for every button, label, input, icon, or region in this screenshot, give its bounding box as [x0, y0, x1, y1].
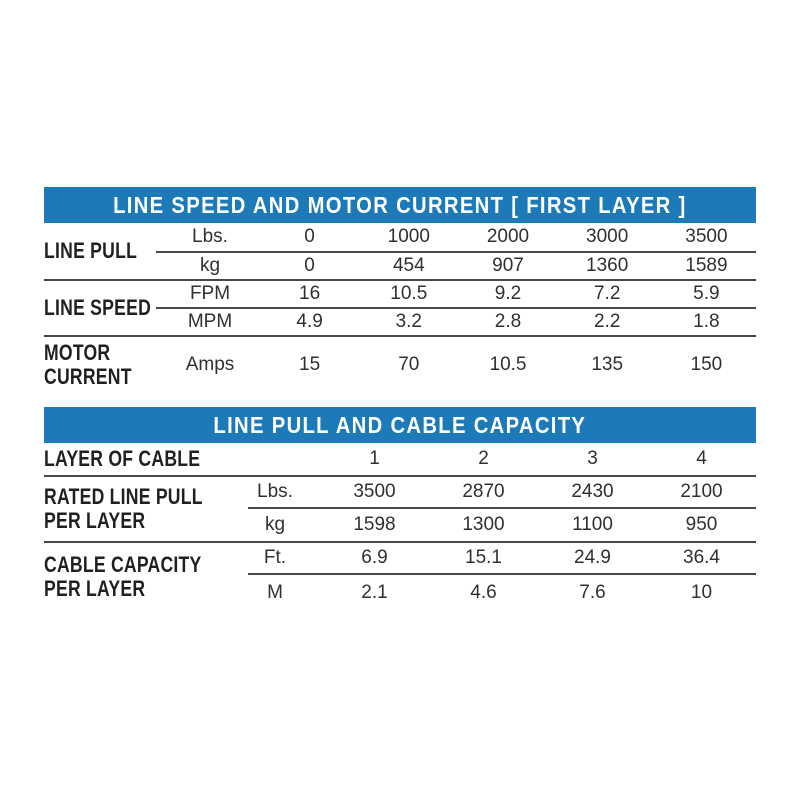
- value-cell: 2.8: [494, 311, 522, 332]
- group-rated-line-pull-label: RATED LINE PULL PER LAYER: [44, 483, 203, 533]
- unit-cell: M: [267, 582, 283, 603]
- value-cell: 1589: [685, 255, 728, 276]
- value-cell: 36.4: [683, 547, 720, 568]
- group-layer-of-cable: [44, 443, 756, 475]
- value-cell: 0: [304, 226, 315, 247]
- value-cell: 907: [492, 255, 524, 276]
- value-cell: 135: [591, 354, 624, 375]
- value-cell: 10.5: [390, 283, 428, 304]
- value-cell: 2000: [486, 226, 530, 247]
- value-cell: 1000: [387, 226, 430, 247]
- value-cell: 2100: [680, 481, 723, 502]
- table1-title: LINE SPEED AND MOTOR CURRENT [ FIRST LAYER ]: [113, 191, 687, 218]
- value-cell: 1.8: [693, 311, 720, 332]
- line-pull-cable-capacity-table: [44, 407, 756, 611]
- unit-cell: kg: [199, 255, 221, 276]
- value-cell: 16: [299, 283, 321, 304]
- value-cell: 950: [685, 514, 718, 535]
- value-cell: 3000: [586, 226, 629, 247]
- value-cell: 1300: [462, 514, 505, 535]
- value-cell: 1100: [572, 514, 613, 535]
- group-line-speed: [44, 281, 756, 335]
- value-cell: 1598: [353, 514, 396, 535]
- group-motor-current-label: MOTOR CURRENT: [44, 339, 132, 389]
- value-cell: 4: [696, 448, 707, 469]
- table1-header-bar: [44, 187, 756, 223]
- value-cell: 9.2: [494, 283, 522, 304]
- group-line-pull-label: LINE PULL: [44, 237, 138, 263]
- value-cell: 3500: [685, 226, 728, 247]
- value-cell: 15.1: [465, 547, 502, 568]
- group-motor-current: [44, 337, 756, 393]
- value-cell: 10: [690, 582, 713, 603]
- unit-cell: Lbs.: [192, 226, 228, 247]
- value-cell: 2: [478, 448, 489, 469]
- unit-cell: Amps: [185, 354, 235, 375]
- value-cell: 6.9: [361, 547, 388, 568]
- table2-header-bar: [44, 407, 756, 443]
- value-cell: 5.9: [693, 283, 720, 304]
- value-cell: 1360: [586, 255, 629, 276]
- value-cell: 0: [304, 255, 315, 276]
- value-cell: 7.6: [579, 582, 606, 603]
- unit-cell: FPM: [189, 283, 231, 304]
- value-cell: 150: [690, 354, 723, 375]
- unit-cell: Ft.: [263, 547, 287, 568]
- unit-cell: MPM: [187, 311, 233, 332]
- value-cell: 454: [392, 255, 425, 276]
- value-cell: 3500: [353, 481, 396, 502]
- value-cell: 4.6: [470, 582, 497, 603]
- value-cell: 15: [299, 354, 321, 375]
- value-cell: 1: [369, 448, 380, 469]
- value-cell: 2.1: [361, 582, 388, 603]
- value-cell: 24.9: [574, 547, 611, 568]
- group-cable-capacity-label: CABLE CAPACITY PER LAYER: [44, 551, 202, 601]
- unit-cell: Lbs.: [257, 481, 293, 502]
- unit-cell: kg: [264, 514, 286, 535]
- group-cable-capacity: [44, 543, 756, 611]
- value-cell: 7.2: [593, 283, 621, 304]
- group-layer-of-cable-label: LAYER OF CABLE: [44, 445, 201, 471]
- value-cell: 70: [398, 354, 420, 375]
- table2-title: LINE PULL AND CABLE CAPACITY: [213, 411, 587, 438]
- group-line-speed-label: LINE SPEED: [44, 294, 152, 320]
- value-cell: 2430: [571, 481, 614, 502]
- value-cell: 4.9: [296, 311, 323, 332]
- value-cell: 3: [587, 448, 598, 469]
- value-cell: 2.2: [593, 311, 621, 332]
- group-line-pull: [44, 223, 756, 279]
- line-speed-motor-current-table: [44, 187, 756, 393]
- group-rated-line-pull: [44, 477, 756, 541]
- value-cell: 10.5: [489, 354, 527, 375]
- value-cell: 3.2: [395, 311, 422, 332]
- value-cell: 2870: [462, 481, 505, 502]
